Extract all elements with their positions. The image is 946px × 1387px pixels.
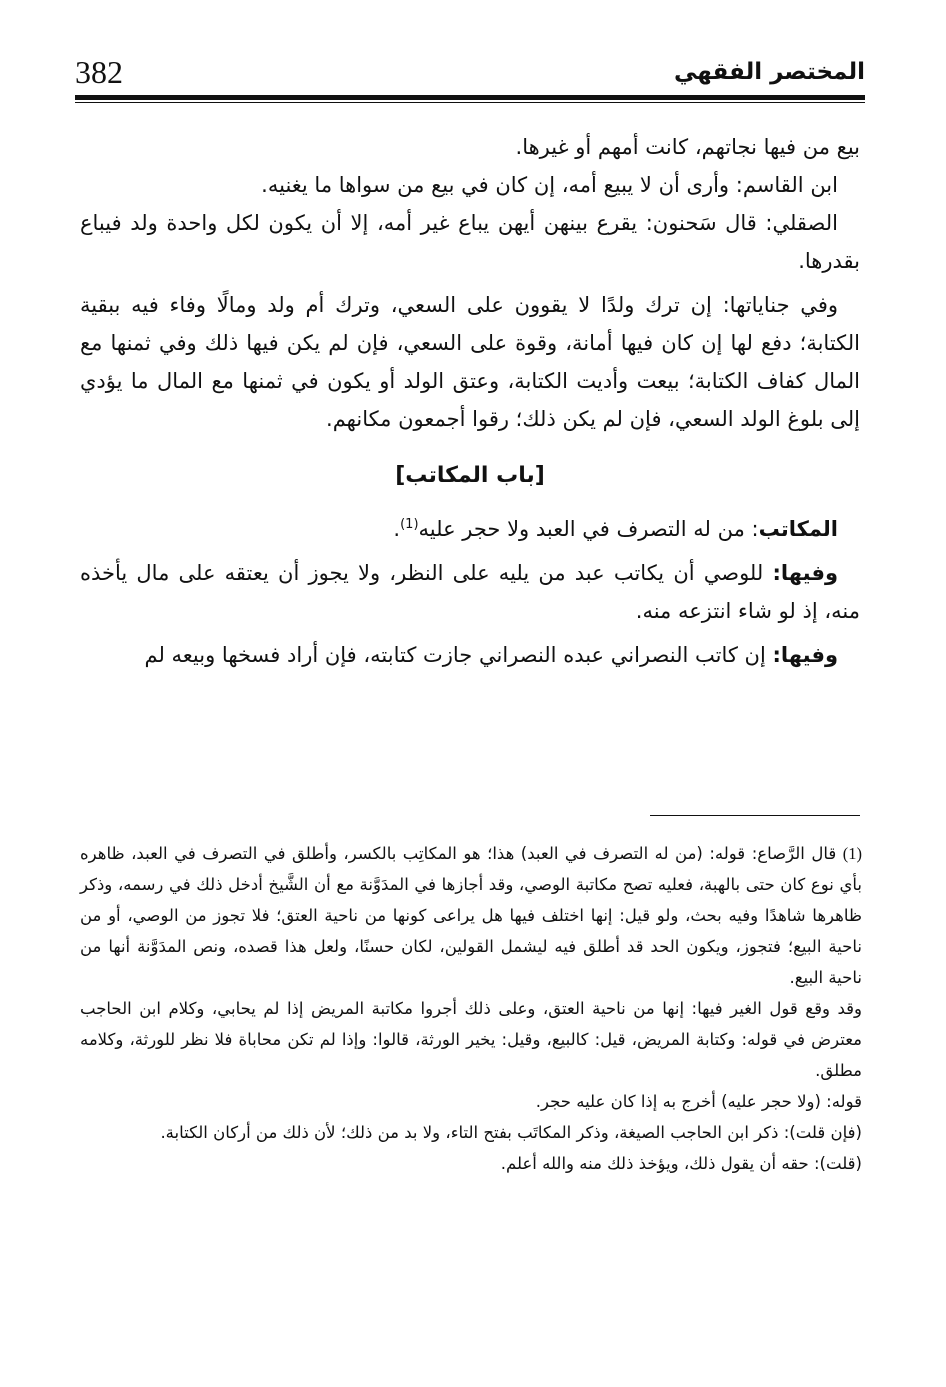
- definition-end: .: [393, 517, 401, 541]
- header-rule-thin: [75, 102, 865, 103]
- paragraph-jinayat: وفي جناياتها: إن ترك ولدًا لا يقوون على السعي، وترك أم ولد ومالًا وفاء فيه ببقية الكتابة؛ دفع لها إن كان فيها أمانة، وقوة على السعي، فإن لم يكن فيها ذلك وفي ثمنها مع المال كفاف الكتابة؛ بيعت وأديت الكتابة، وعتق الولد أو يكون في ثمنها مع المال ما يؤدي إلى بلوغ الولد السعي، فإن لم يكن ذلك؛ رقوا أجمعون مكانهم.: [80, 293, 860, 431]
- paragraph-ibn-al-qasim: ابن القاسم: وأرى أن لا يبيع أمه، إن كان في بيع من سواها ما يغنيه.: [261, 173, 838, 197]
- page-header: [75, 50, 865, 94]
- definition-term: المكاتب: [758, 517, 838, 541]
- running-title: المختصر الفقهي: [674, 59, 865, 85]
- footnote-text: قال الرَّصاع: قوله: (من له التصرف في العبد) هذا؛ هو المكاتِب بالكسر، وأطلق في التصرف في العبد، ظاهره بأي نوع كان حتى بالهبة، فعليه تصح مكاتبة الوصي، وقد أجازها في المدَوَّنة مع أن الشَّيخ أدخل ذلك في رسمه، وذكر ظاهرها شاهدًا وفيه بحث، ولو قيل: إنها اختلف فيها هل يراعى كونها من ناحية العتق؛ فلا تجوز من الوصي، أو من ناحية البيع؛ فتجوز، ويكون الحد قد أطلق فيه ليشمل القولين، لكان حسنًا، ولعل هذا قصده، ونص المدَوَّنة أنها من ناحية البيع.: [80, 844, 862, 987]
- footnotes: [80, 838, 862, 1179]
- footnote-paragraph: (فإن قلت): ذكر ابن الحاجب الصيغة، وذكر المكاتَب بفتح التاء، ولا بد من ذلك؛ لأن ذلك من أركان الكتابة.: [160, 1123, 862, 1142]
- paragraph-text: إن كاتب النصراني عبده النصراني جازت كتابته، فإن أراد فسخها وبيعه لم: [144, 643, 773, 667]
- footnote-paragraph: وقد وقع قول الغير فيها: إنها من ناحية العتق، وعلى ذلك أجروا مكاتبة المريض إذا لم يحابي، وكلام ابن الحاجب معترض في قوله: وكتابة المريض، قيل: كالبيع، وقيل: يخير الورثة، قالوا: وإذا لم تكن محاباة فلا نظر للورثة، وكلامه مطلق.: [80, 999, 862, 1080]
- paragraph-christian: [80, 636, 860, 674]
- main-text: [80, 128, 860, 674]
- paragraph-text: للوصي أن يكاتب عبد من يليه على النظر، ولا يجوز أن يعتقه على مال يأخذه منه، إذ لو شاء انتزعه منه.: [80, 561, 860, 623]
- paragraph-lead: وفيها:: [772, 643, 838, 667]
- paragraph-al-siqilli: الصقلي: قال سَحنون: يقرع بينهن أيهن يباع غير أمه، إلا أن يكون لكل واحدة ولد فيباع بقدرها.: [80, 211, 860, 273]
- footnote-reference[interactable]: (1): [400, 517, 419, 532]
- footnote-paragraph: (قلت): حقه أن يقول ذلك، ويؤخذ ذلك منه والله أعلم.: [500, 1154, 862, 1173]
- section-heading: [باب المكاتب]: [395, 463, 545, 488]
- footnote-paragraph: قوله: (ولا حجر عليه) أخرج به إذا كان عليه حجر.: [535, 1092, 862, 1111]
- footnote-number: (1): [842, 844, 862, 863]
- paragraph-continuation: بيع من فيها نجاتهم، كانت أمهم أو غيرها.: [515, 135, 860, 159]
- definition-text: : من له التصرف في العبد ولا حجر عليه: [418, 517, 759, 541]
- footnote-separator: [650, 815, 860, 816]
- paragraph-lead: وفيها:: [772, 561, 838, 585]
- paragraph-guardian: [80, 554, 860, 630]
- header-rule-thick: [75, 95, 865, 100]
- page-number: 382: [75, 54, 123, 90]
- paragraph-definition: [80, 510, 860, 548]
- footnote-1: [80, 838, 862, 993]
